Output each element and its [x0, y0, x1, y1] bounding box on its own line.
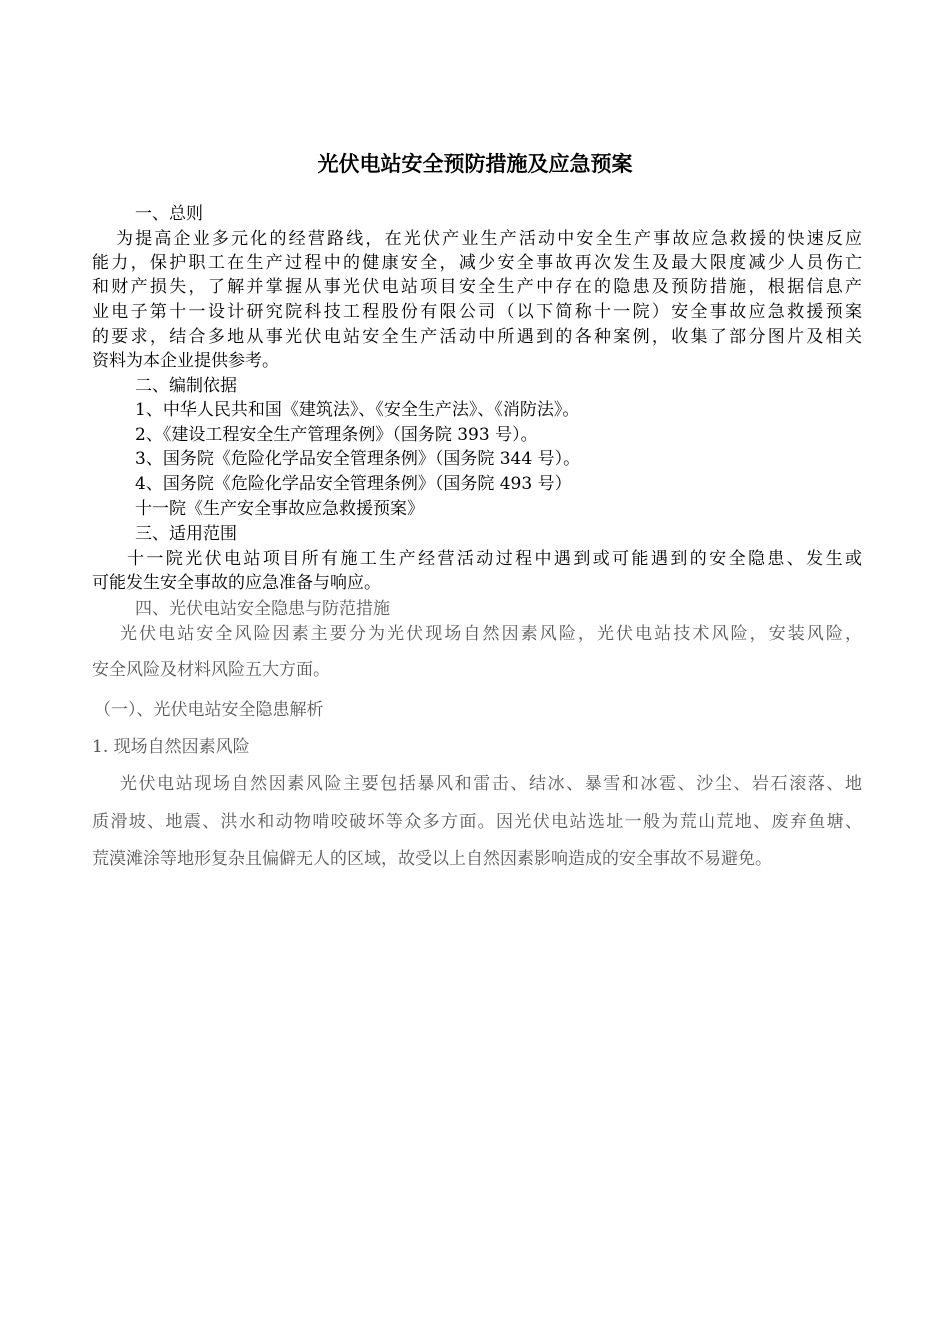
- paragraph-line: 可能发生安全事故的应急准备与响应。: [92, 573, 381, 593]
- paragraph-line: 质滑坡、地震、洪水和动物啃咬破坏等众多方面。因光伏电站选址一般为荒山荒地、废弃鱼塘、: [92, 812, 862, 832]
- paragraph-line: 荒漠滩涂等地形复杂且偏僻无人的区域，故受以上自然因素影响造成的安全事故不易避免。: [92, 849, 772, 869]
- document-title: 光伏电站安全预防措施及应急预案: [317, 152, 633, 176]
- paragraph-line: 光伏电站现场自然因素风险主要包括暴风和雷击、结冰、暴雪和冰雹、沙尘、岩石滚落、地: [120, 774, 862, 794]
- section-heading-general: 一、总则: [135, 204, 203, 224]
- section-heading-scope: 三、适用范围: [135, 524, 237, 544]
- paragraph-line: 为提高企业多元化的经营路线，在光伏产业生产活动中安全生产事故应急救援的快速反应: [116, 229, 862, 249]
- subsection-item-heading: 1. 现场自然因素风险: [92, 737, 250, 757]
- list-item: 3、国务院《危险化学品安全管理条例》（国务院 344 号）。: [135, 449, 581, 469]
- list-item: 十一院《生产安全事故应急救援预案》: [135, 499, 424, 519]
- paragraph-line: 业电子第十一设计研究院科技工程股份有限公司（以下简称十一院）安全事故应急救援预案: [92, 302, 862, 322]
- section-heading-hazards: 四、光伏电站安全隐患与防范措施: [135, 599, 390, 619]
- paragraph-line: 资料为本企业提供参考。: [92, 351, 279, 371]
- list-item: 1、中华人民共和国《建筑法》、《安全生产法》、《消防法》。: [135, 400, 580, 420]
- paragraph-line: 光伏电站安全风险因素主要分为光伏现场自然因素风险，光伏电站技术风险，安装风险，: [120, 624, 862, 644]
- list-item: 4、国务院《危险化学品安全管理条例》（国务院 493 号）: [135, 474, 572, 494]
- section-heading-basis: 二、编制依据: [135, 376, 237, 396]
- paragraph-line: 安全风险及材料风险五大方面。: [92, 660, 330, 680]
- paragraph-line: 和财产损失，了解并掌握从事光伏电站项目安全生产中存在的隐患及预防措施，根据信息产: [92, 277, 862, 297]
- subsection-heading: （一）、光伏电站安全隐患解析: [94, 700, 324, 720]
- paragraph-line: 十一院光伏电站项目所有施工生产经营活动过程中遇到或可能遇到的安全隐患、发生或: [127, 549, 862, 569]
- paragraph-line: 的要求，结合多地从事光伏电站安全生产活动中所遇到的各种案例，收集了部分图片及相关: [92, 327, 862, 347]
- list-item: 2、《建设工程安全生产管理条例》（国务院 393 号）。: [135, 425, 538, 445]
- paragraph-line: 能力，保护职工在生产过程中的健康安全，减少安全事故再次发生及最大限度减少人员伤亡: [92, 253, 862, 273]
